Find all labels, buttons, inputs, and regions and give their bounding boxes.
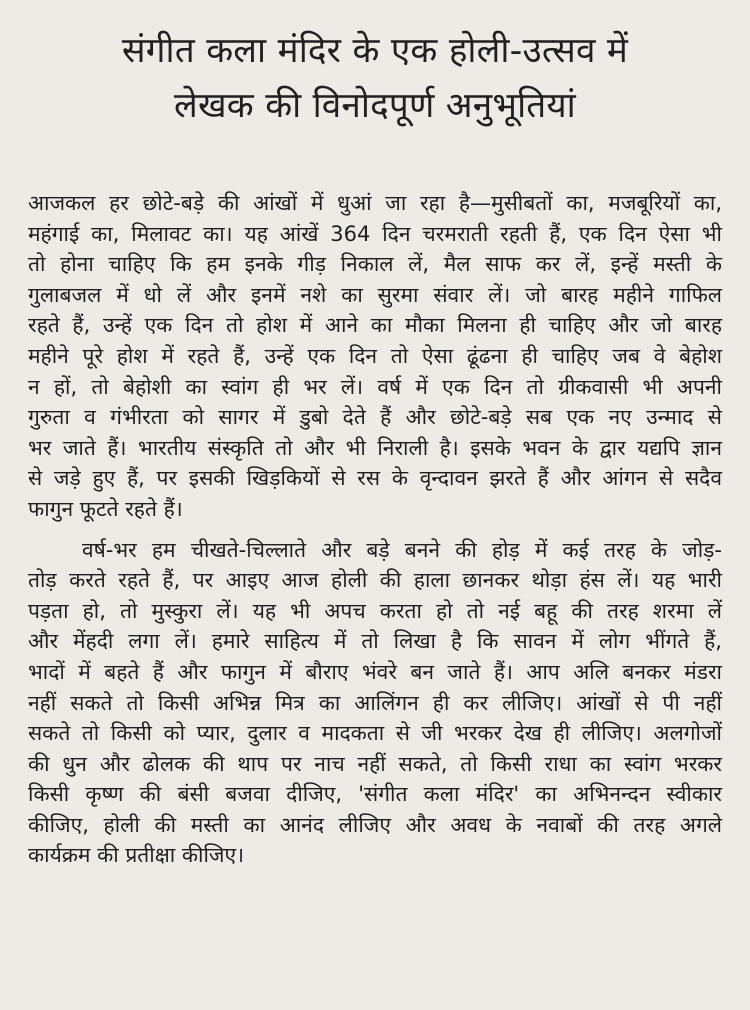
text-line: गुलाबजल में धो लें और इनमें नशे का सुरमा संवार लें। जो बारह महीने गाफिल xyxy=(28,282,722,307)
text-line: रहते हैं, उन्हें एक दिन तो होश में आने का मौका मिलना ही चाहिए और जो बारह xyxy=(28,313,722,338)
text-line: सकते तो किसी को प्यार, दुलार व मादकता से जी भरकर देख ही लीजिए। अलगोजों xyxy=(28,721,722,746)
title-line-1: संगीत कला मंदिर के एक होली-उत्सव में xyxy=(121,31,629,71)
text-line: वर्ष-भर हम चीखते-चिल्लाते और बड़े बनने की होड़ में कई तरह के जोड़- xyxy=(82,537,722,562)
text-line: कार्यक्रम की प्रतीक्षा कीजिए। xyxy=(28,843,245,868)
paragraph-2 xyxy=(28,535,722,872)
text-line: तो होना चाहिए कि हम इनके गीड़ निकाल लें, मैल साफ कर लें, इन्हें मस्ती के xyxy=(28,252,722,277)
body-text xyxy=(28,188,722,871)
text-line: महंगाई का, मिलावट का। यह आंखें 364 दिन चरमराती रहती हैं, एक दिन ऐसा भी xyxy=(28,221,722,246)
text-line: गुरुता व गंभीरता को सागर में डुबो देते हैं और छोटे-बड़े सब एक नए उन्माद से xyxy=(28,405,722,430)
title-line-2: लेखक की विनोदपूर्ण अनुभूतियां xyxy=(174,86,576,126)
text-line: फागुन फूटते रहते हैं। xyxy=(28,496,183,521)
text-line: पड़ता हो, तो मुस्कुरा लें। यह भी अपच करता हो तो नई बहू की तरह शरमा लें xyxy=(28,598,722,623)
page-title xyxy=(28,24,722,134)
text-line: भर जाते हैं। भारतीय संस्कृति तो और भी निराली है। इसके भवन के द्वार यद्यपि ज्ञान xyxy=(28,435,722,460)
paragraph-gap xyxy=(28,525,722,535)
text-line: की धुन और ढोलक की थाप पर नाच नहीं सकते, तो किसी राधा का स्वांग भरकर xyxy=(28,751,722,776)
text-line: और मेंहदी लगा लें। हमारे साहित्य में तो लिखा है कि सावन में लोग भींगते हैं, xyxy=(28,629,722,654)
text-line: नहीं सकते तो किसी अभिन्न मित्र का आलिंगन ही कर लीजिए। आंखों से पी नहीं xyxy=(28,690,722,715)
paragraph-1 xyxy=(28,188,722,525)
text-line: महीने पूरे होश में रहते हैं, उन्हें एक दिन तो ऐसा ढूंढना ही चाहिए जब वे बेहोश xyxy=(28,343,722,368)
text-line: भादों में बहते हैं और फागुन में बौराए भंवरे बन जाते हैं। आप अलि बनकर मंडरा xyxy=(28,659,722,684)
text-line: न हों, तो बेहोशी का स्वांग ही भर लें। वर्ष में एक दिन तो ग्रीकवासी भी अपनी xyxy=(28,374,722,399)
text-line: तोड़ करते रहते हैं, पर आइए आज होली की हाला छानकर थोड़ा हंस लें। यह भारी xyxy=(28,568,722,593)
text-line: से जड़े हुए हैं, पर इसकी खिड़कियों से रस के वृन्दावन झरते हैं और आंगन से सदैव xyxy=(28,466,722,491)
text-line: आजकल हर छोटे-बड़े की आंखों में धुआं जा रहा है—मुसीबतों का, मजबूरियों का, xyxy=(28,191,722,215)
text-line: कीजिए, होली की मस्ती का आनंद लीजिए और अवध के नवाबों की तरह अगले xyxy=(28,812,722,837)
text-line: किसी कृष्ण की बंसी बजवा दीजिए, 'संगीत कला मंदिर' का अभिनन्दन स्वीकार xyxy=(28,782,722,807)
